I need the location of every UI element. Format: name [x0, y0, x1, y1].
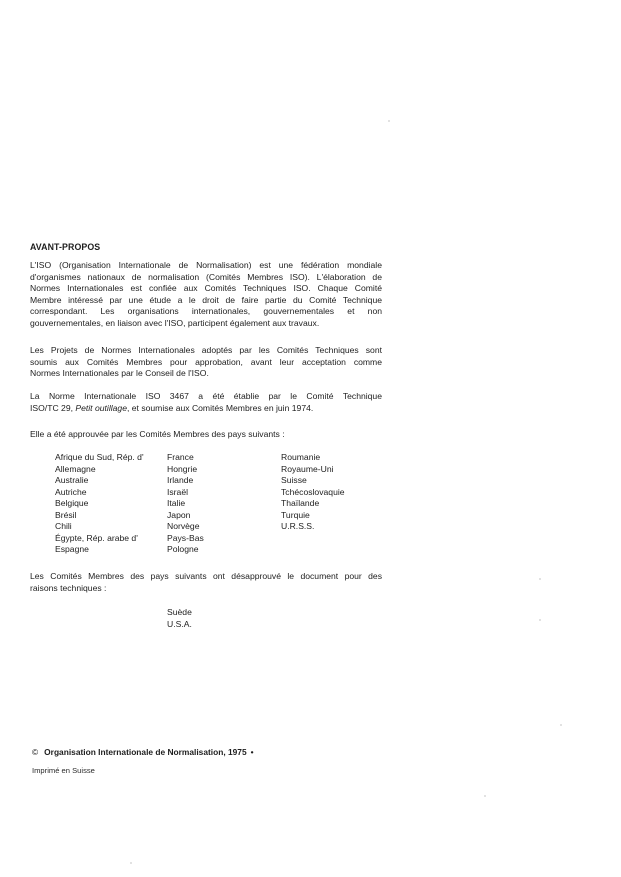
foreword-paragraph-3	[30, 391, 382, 414]
country-item: Brésil	[55, 509, 77, 520]
text-line: soumis aux Comités Membres pour approbation, avant leur acceptation comme	[30, 356, 382, 367]
text-line: raisons techniques :	[30, 582, 107, 593]
bullet-icon: •	[250, 747, 254, 757]
text-line: Elle a été approuvée par les Comités Membres des pays suivants :	[30, 429, 285, 439]
foreword-paragraph-5	[30, 571, 382, 594]
country-item: Turquie	[281, 509, 310, 520]
scan-speck	[484, 795, 486, 797]
text-line: Les Comités Membres des pays suivants ont désapprouvé le document pour des	[30, 571, 382, 581]
country-item: Suède	[167, 607, 192, 617]
foreword-paragraph-4	[30, 429, 382, 441]
text-line: L'ISO (Organisation Internationale de Normalisation) est une fédération mondiale	[30, 260, 382, 270]
scan-speck	[388, 120, 390, 122]
text-line: Les Projets de Normes Internationales adoptés par les Comités Techniques sont	[30, 345, 382, 355]
country-item: Thaïlande	[281, 498, 320, 509]
foreword-paragraph-2	[30, 345, 382, 380]
text-line	[30, 403, 382, 415]
copyright-notice	[32, 747, 254, 757]
text-line: Normes Internationales par le Conseil de l'ISO.	[30, 368, 209, 379]
country-item: Suisse	[281, 475, 307, 486]
foreword-paragraph-1	[30, 260, 382, 330]
text-segment: , et soumise aux Comités Membres en juin 1974.	[126, 402, 314, 413]
text-line: La Norme Internationale ISO 3467 a été établie par le Comité Technique	[30, 391, 382, 401]
country-column-3	[281, 452, 345, 533]
scan-speck	[539, 578, 541, 580]
disapproving-countries-list	[167, 607, 192, 630]
country-item: Italie	[167, 498, 186, 509]
country-item: Pays-Bas	[167, 532, 204, 543]
country-item: Japon	[167, 509, 191, 520]
text-line: Membre intéressé par une étude a le droit de faire partie du Comité Technique	[30, 294, 382, 305]
text-line: correspondant. Les organisations internationales, gouvernementales et non	[30, 306, 382, 317]
country-item: Norvège	[167, 521, 200, 532]
country-item: Allemagne	[55, 463, 96, 474]
country-item: Hongrie	[167, 463, 198, 474]
country-item: Tchécoslovaquie	[281, 486, 345, 497]
scan-speck	[539, 619, 541, 621]
country-item: Roumanie	[281, 452, 321, 462]
text-segment: ISO/TC 29,	[30, 402, 76, 413]
country-item: U.R.S.S.	[281, 521, 315, 532]
country-item: Belgique	[55, 498, 89, 509]
scan-speck	[560, 724, 562, 726]
country-item: Autriche	[55, 486, 87, 497]
text-line: Normes Internationales est confiée aux Comités Techniques ISO. Chaque Comité	[30, 283, 382, 294]
section-heading: AVANT-PROPOS	[30, 242, 101, 252]
printed-in-notice: Imprimé en Suisse	[32, 766, 95, 775]
country-item: Israël	[167, 486, 189, 497]
text-line: d'organismes nationaux de normalisation (Comités Membres ISO). L'élaboration de	[30, 271, 382, 282]
country-item: Chili	[55, 521, 72, 532]
text-line: gouvernementales, en liaison avec l'ISO, participent également aux travaux.	[30, 317, 320, 328]
country-item: Royaume-Uni	[281, 463, 334, 474]
committee-title: Petit outillage	[75, 402, 127, 413]
country-item: U.S.A.	[167, 618, 192, 629]
country-item: Afrique du Sud, Rép. d'	[55, 452, 144, 462]
copyright-icon: ©	[32, 747, 39, 757]
country-item: France	[167, 452, 194, 462]
country-column-1	[55, 452, 144, 556]
country-item: Égypte, Rép. arabe d'	[55, 532, 138, 543]
country-item: Australie	[55, 475, 89, 486]
copyright-text: Organisation Internationale de Normalisation, 1975	[44, 747, 247, 757]
country-item: Espagne	[55, 544, 89, 555]
country-column-2	[167, 452, 204, 556]
country-item: Pologne	[167, 544, 199, 555]
country-item: Irlande	[167, 475, 194, 486]
scan-speck	[130, 862, 132, 864]
